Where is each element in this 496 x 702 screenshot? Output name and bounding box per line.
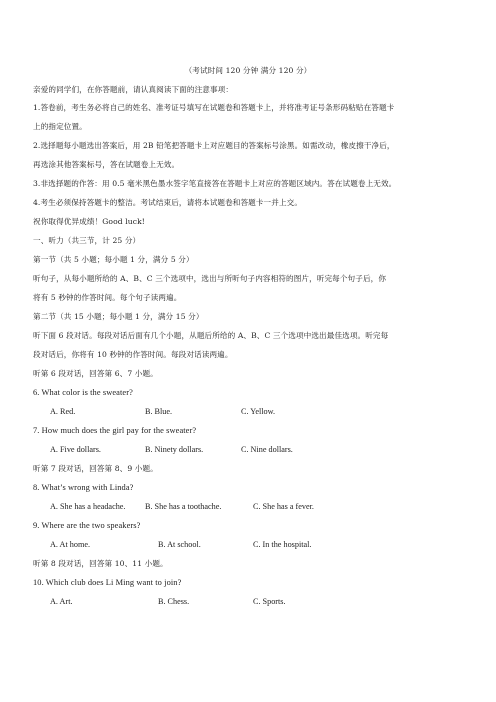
part-2-title: 第二节（共 15 小题；每小题 1 分，满分 15 分）	[33, 312, 204, 321]
question-text: 10. Which club does Li Ming want to join?	[33, 578, 182, 587]
option-a: A. Five dollars.	[50, 445, 101, 454]
dialogue-intro: 听第 7 段对话，回答第 8、9 小题。	[33, 464, 158, 473]
option-c: C. She has a fever.	[253, 502, 314, 511]
question-text: 6. What color is the sweater?	[33, 388, 133, 397]
instruction-item-1-line-1: 1.答卷前，考生务必将自己的姓名、准考证号填写在试题卷和答题卡上，并将准考证号条形码粘贴在答题卡	[33, 103, 395, 112]
option-a: A. At home.	[50, 540, 91, 549]
option-c: C. Nine dollars.	[241, 445, 293, 454]
instruction-item-1-line-2: 上的指定位置。	[33, 122, 87, 131]
instruction-item-3: 3.非选择题的作答：用 0.5 毫米黑色墨水签字笔直接答在答题卡上对应的答题区域内。答在试题卷上无效。	[33, 179, 397, 188]
instructions-greeting: 亲爱的同学们，在你答题前，请认真阅读下面的注意事项：	[33, 85, 234, 94]
question-text: 7. How much does the girl pay for the sweater?	[33, 426, 197, 435]
part-1-desc-line-1: 听句子，从每小题所给的 A、B、C 三个选项中，选出与所听句子内容相符的图片，听完每个句子后，你	[33, 274, 387, 283]
option-b: B. Ninety dollars.	[145, 445, 204, 454]
option-a: A. Red.	[50, 407, 76, 416]
option-c: C. Sports.	[253, 597, 286, 606]
option-b: B. At school.	[158, 540, 201, 549]
exam-info: （考试时间 120 分钟 满分 120 分）	[184, 66, 312, 75]
part-2-desc-line-2: 段对话后，你将有 10 秒钟的作答时间。每段对话读两遍。	[33, 350, 233, 359]
instruction-item-2-line-2: 再选涂其他答案标号，答在试题卷上无效。	[33, 160, 180, 169]
good-luck-wish: 祝你取得优异成绩！Good luck!	[33, 217, 145, 226]
option-b: B. Chess.	[158, 597, 190, 606]
instruction-item-4: 4.考生必须保持答题卡的整洁。考试结束后，请将本试题卷和答题卡一并上交。	[33, 198, 303, 207]
part-1-desc-line-2: 将有 5 秒钟的作答时间。每个句子读两遍。	[33, 293, 182, 302]
dialogue-intro: 听第 8 段对话，回答第 10、11 小题。	[33, 559, 168, 568]
dialogue-intro: 听第 6 段对话，回答第 6、7 小题。	[33, 369, 158, 378]
instruction-item-2-line-1: 2.选择题每小题选出答案后，用 2B 铅笔把答题卡上对应题目的答案标号涂黑。如需改动，橡皮擦干净后，	[33, 141, 395, 150]
option-c: C. In the hospital.	[253, 540, 312, 549]
part-1-title: 第一节（共 5 小题；每小题 1 分，满分 5 分）	[33, 255, 194, 264]
question-text: 8. What’s wrong with Linda?	[33, 483, 134, 492]
option-a: A. She has a headache.	[50, 502, 126, 511]
part-2-desc-line-1: 听下面 6 段对话。每段对话后面有几个小题，从题后所给的 A、B、C 三个选项中选出最佳选项。听完每	[33, 331, 389, 340]
question-text: 9. Where are the two speakers?	[33, 521, 141, 530]
option-b: B. Blue.	[145, 407, 173, 416]
listening-section-title: 一、听力（共三节，计 25 分）	[33, 236, 141, 245]
option-b: B. She has a toothache.	[145, 502, 222, 511]
option-c: C. Yellow.	[241, 407, 276, 416]
option-a: A. Art.	[50, 597, 73, 606]
